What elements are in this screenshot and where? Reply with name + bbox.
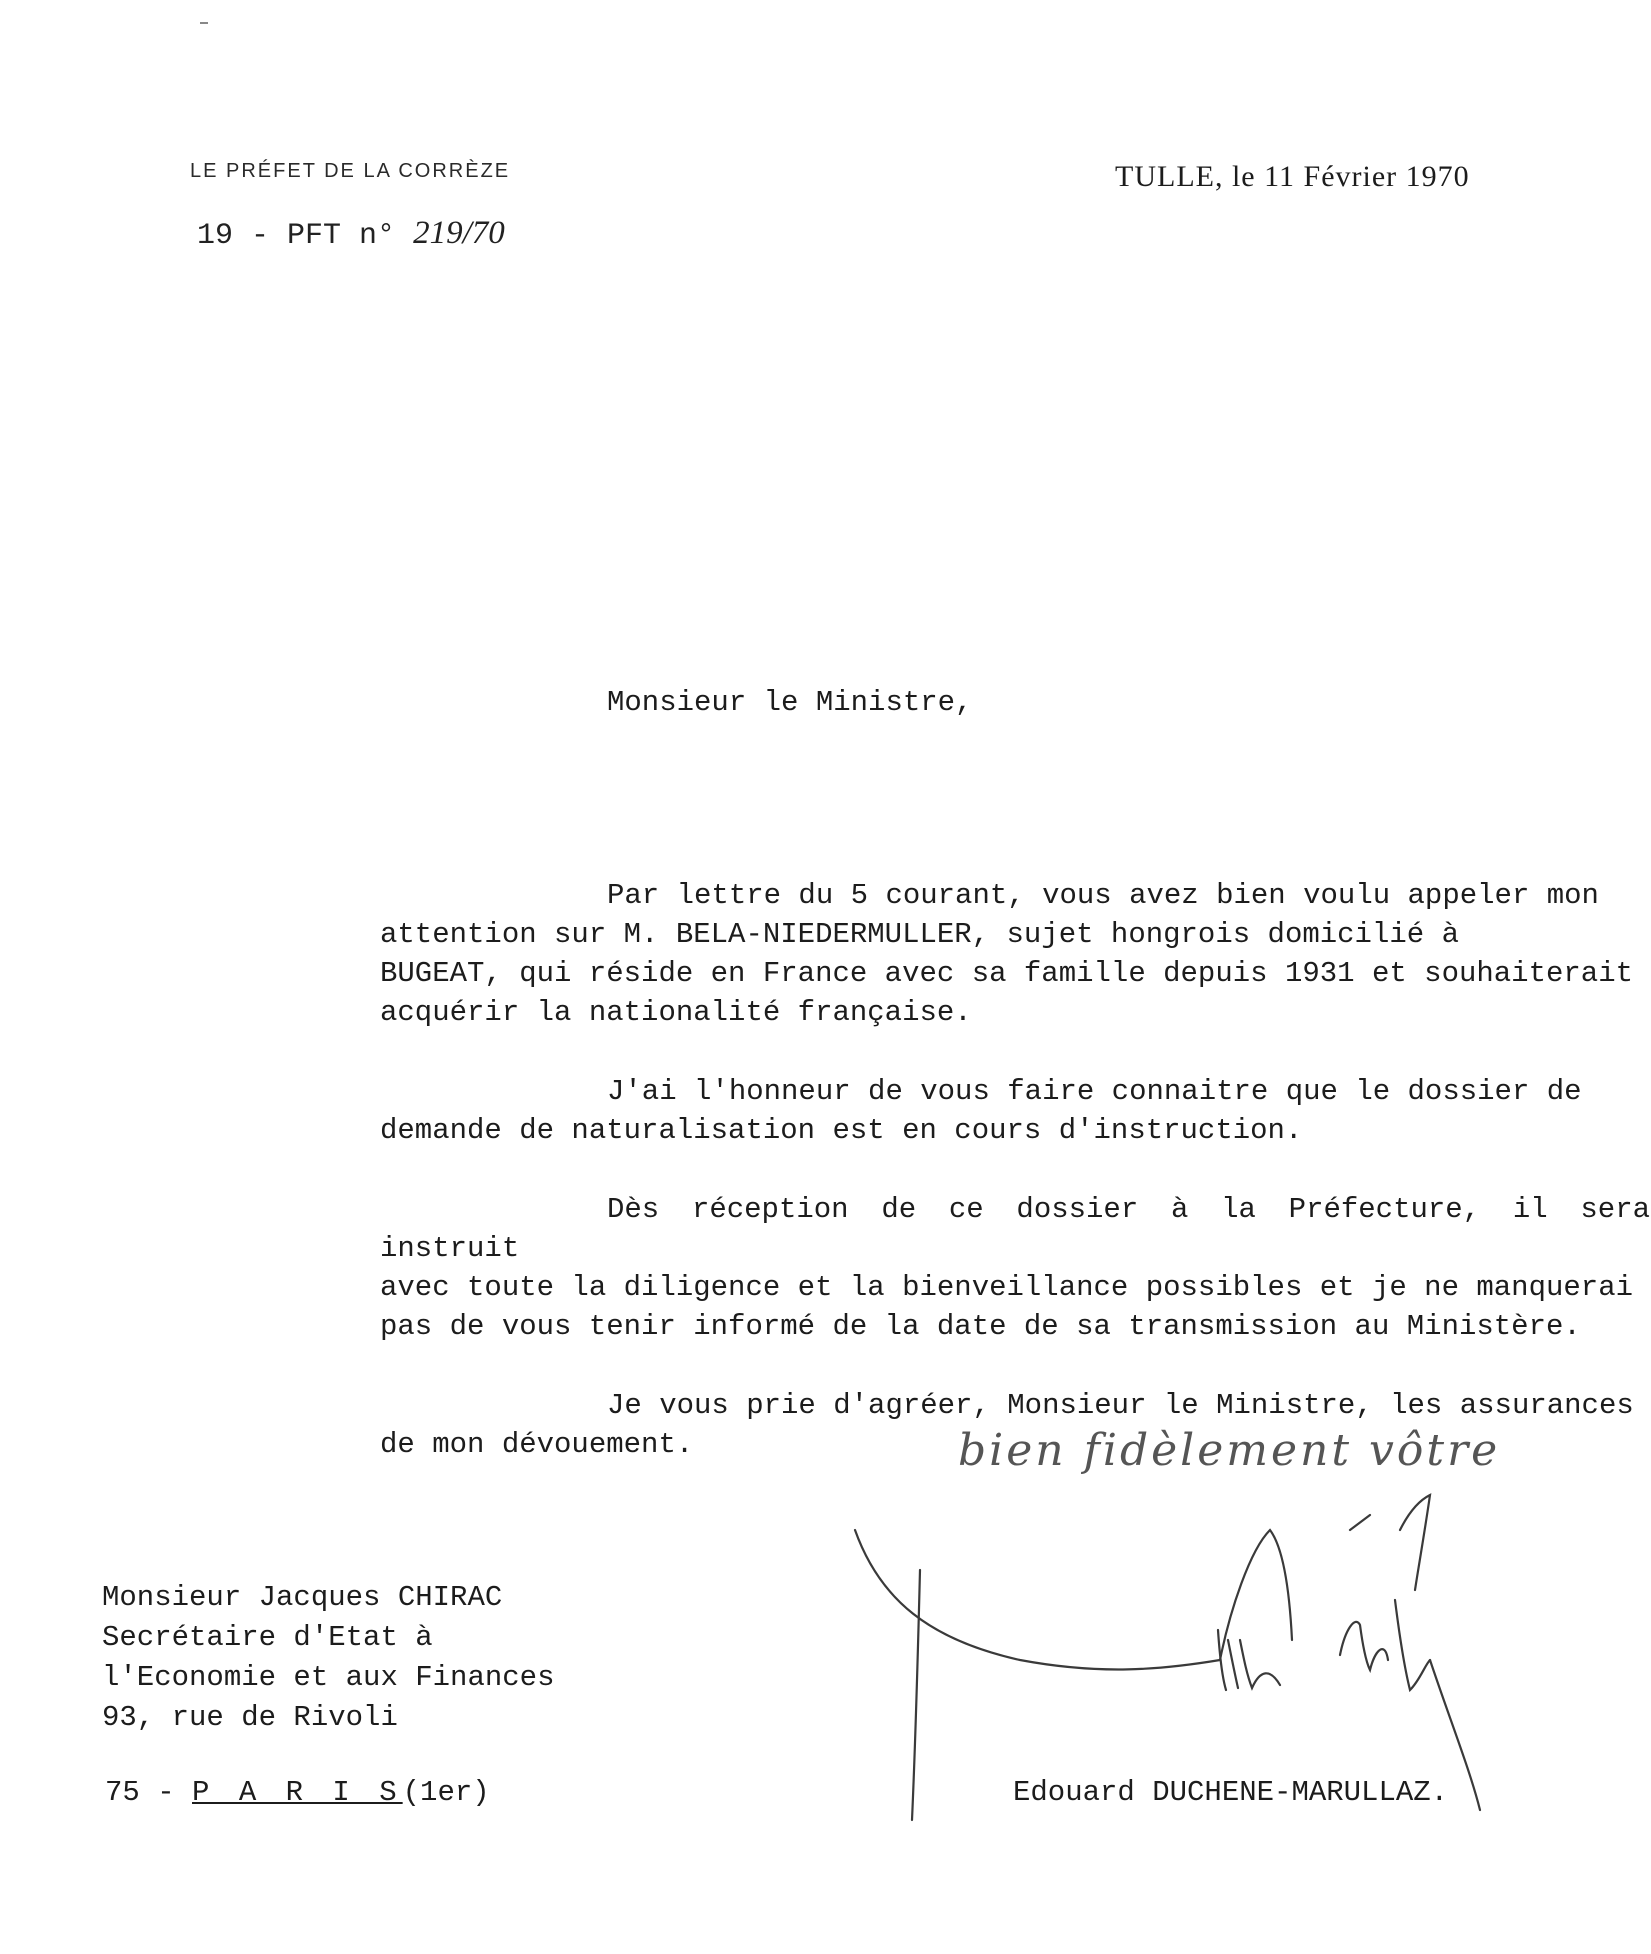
paper-speck	[200, 22, 208, 24]
letterhead: LE PRÉFET DE LA CORRÈZE	[190, 160, 511, 182]
reference-value: 219/70	[413, 215, 505, 251]
paragraph-rest: avec toute la diligence et la bienveillance possibles et je ne manquerai pas de vous tenir informé de la date de sa transmission au Ministère.	[380, 1271, 1634, 1343]
city-name: P A R I S	[192, 1776, 403, 1809]
letter-date: TULLE, le 11 Février 1970	[1115, 160, 1470, 193]
paragraph-rest: attention sur M. BELA-NIEDERMULLER, sujet hongrois domicilié à BUGEAT, qui réside en France avec sa famille depuis 1931 et souhaiterait acquérir la nationalité française.	[380, 918, 1634, 1029]
paragraph-rest: demande de naturalisation est en cours d'instruction.	[380, 1114, 1303, 1147]
city-prefix: 75 -	[105, 1776, 193, 1809]
reference-number	[197, 215, 505, 253]
body-paragraph	[380, 1190, 1650, 1346]
paragraph-first-line: Dès réception de ce dossier à la Préfecture, il sera instruit	[380, 1193, 1650, 1265]
recipient-name: Monsieur Jacques CHIRAC	[102, 1581, 503, 1614]
recipient-address	[102, 1578, 554, 1738]
paragraph-first-line: Je vous prie d'agréer, Monsieur le Ministre, les assurances	[607, 1389, 1634, 1422]
paragraph-first-line: J'ai l'honneur de vous faire connaitre que le dossier de	[607, 1075, 1582, 1108]
recipient-city	[105, 1776, 490, 1809]
reference-prefix: 19 - PFT n°	[197, 219, 396, 253]
recipient-title: Secrétaire d'Etat à	[102, 1621, 433, 1654]
signer-name: Edouard DUCHENE-MARULLAZ.	[1013, 1776, 1449, 1809]
paragraph-rest: de mon dévouement.	[380, 1428, 694, 1461]
paragraph-first-line: Par lettre du 5 courant, vous avez bien voulu appeler mon	[607, 879, 1599, 912]
body-paragraph	[380, 1072, 1650, 1150]
recipient-department: l'Economie et aux Finances	[102, 1661, 555, 1694]
recipient-street: 93, rue de Rivoli	[102, 1701, 398, 1734]
letter-body	[380, 876, 1650, 1504]
salutation: Monsieur le Ministre,	[607, 686, 973, 719]
body-paragraph	[380, 876, 1650, 1032]
city-suffix: (1er)	[402, 1776, 490, 1809]
handwritten-closing: bien fidèlement vôtre	[958, 1425, 1501, 1476]
